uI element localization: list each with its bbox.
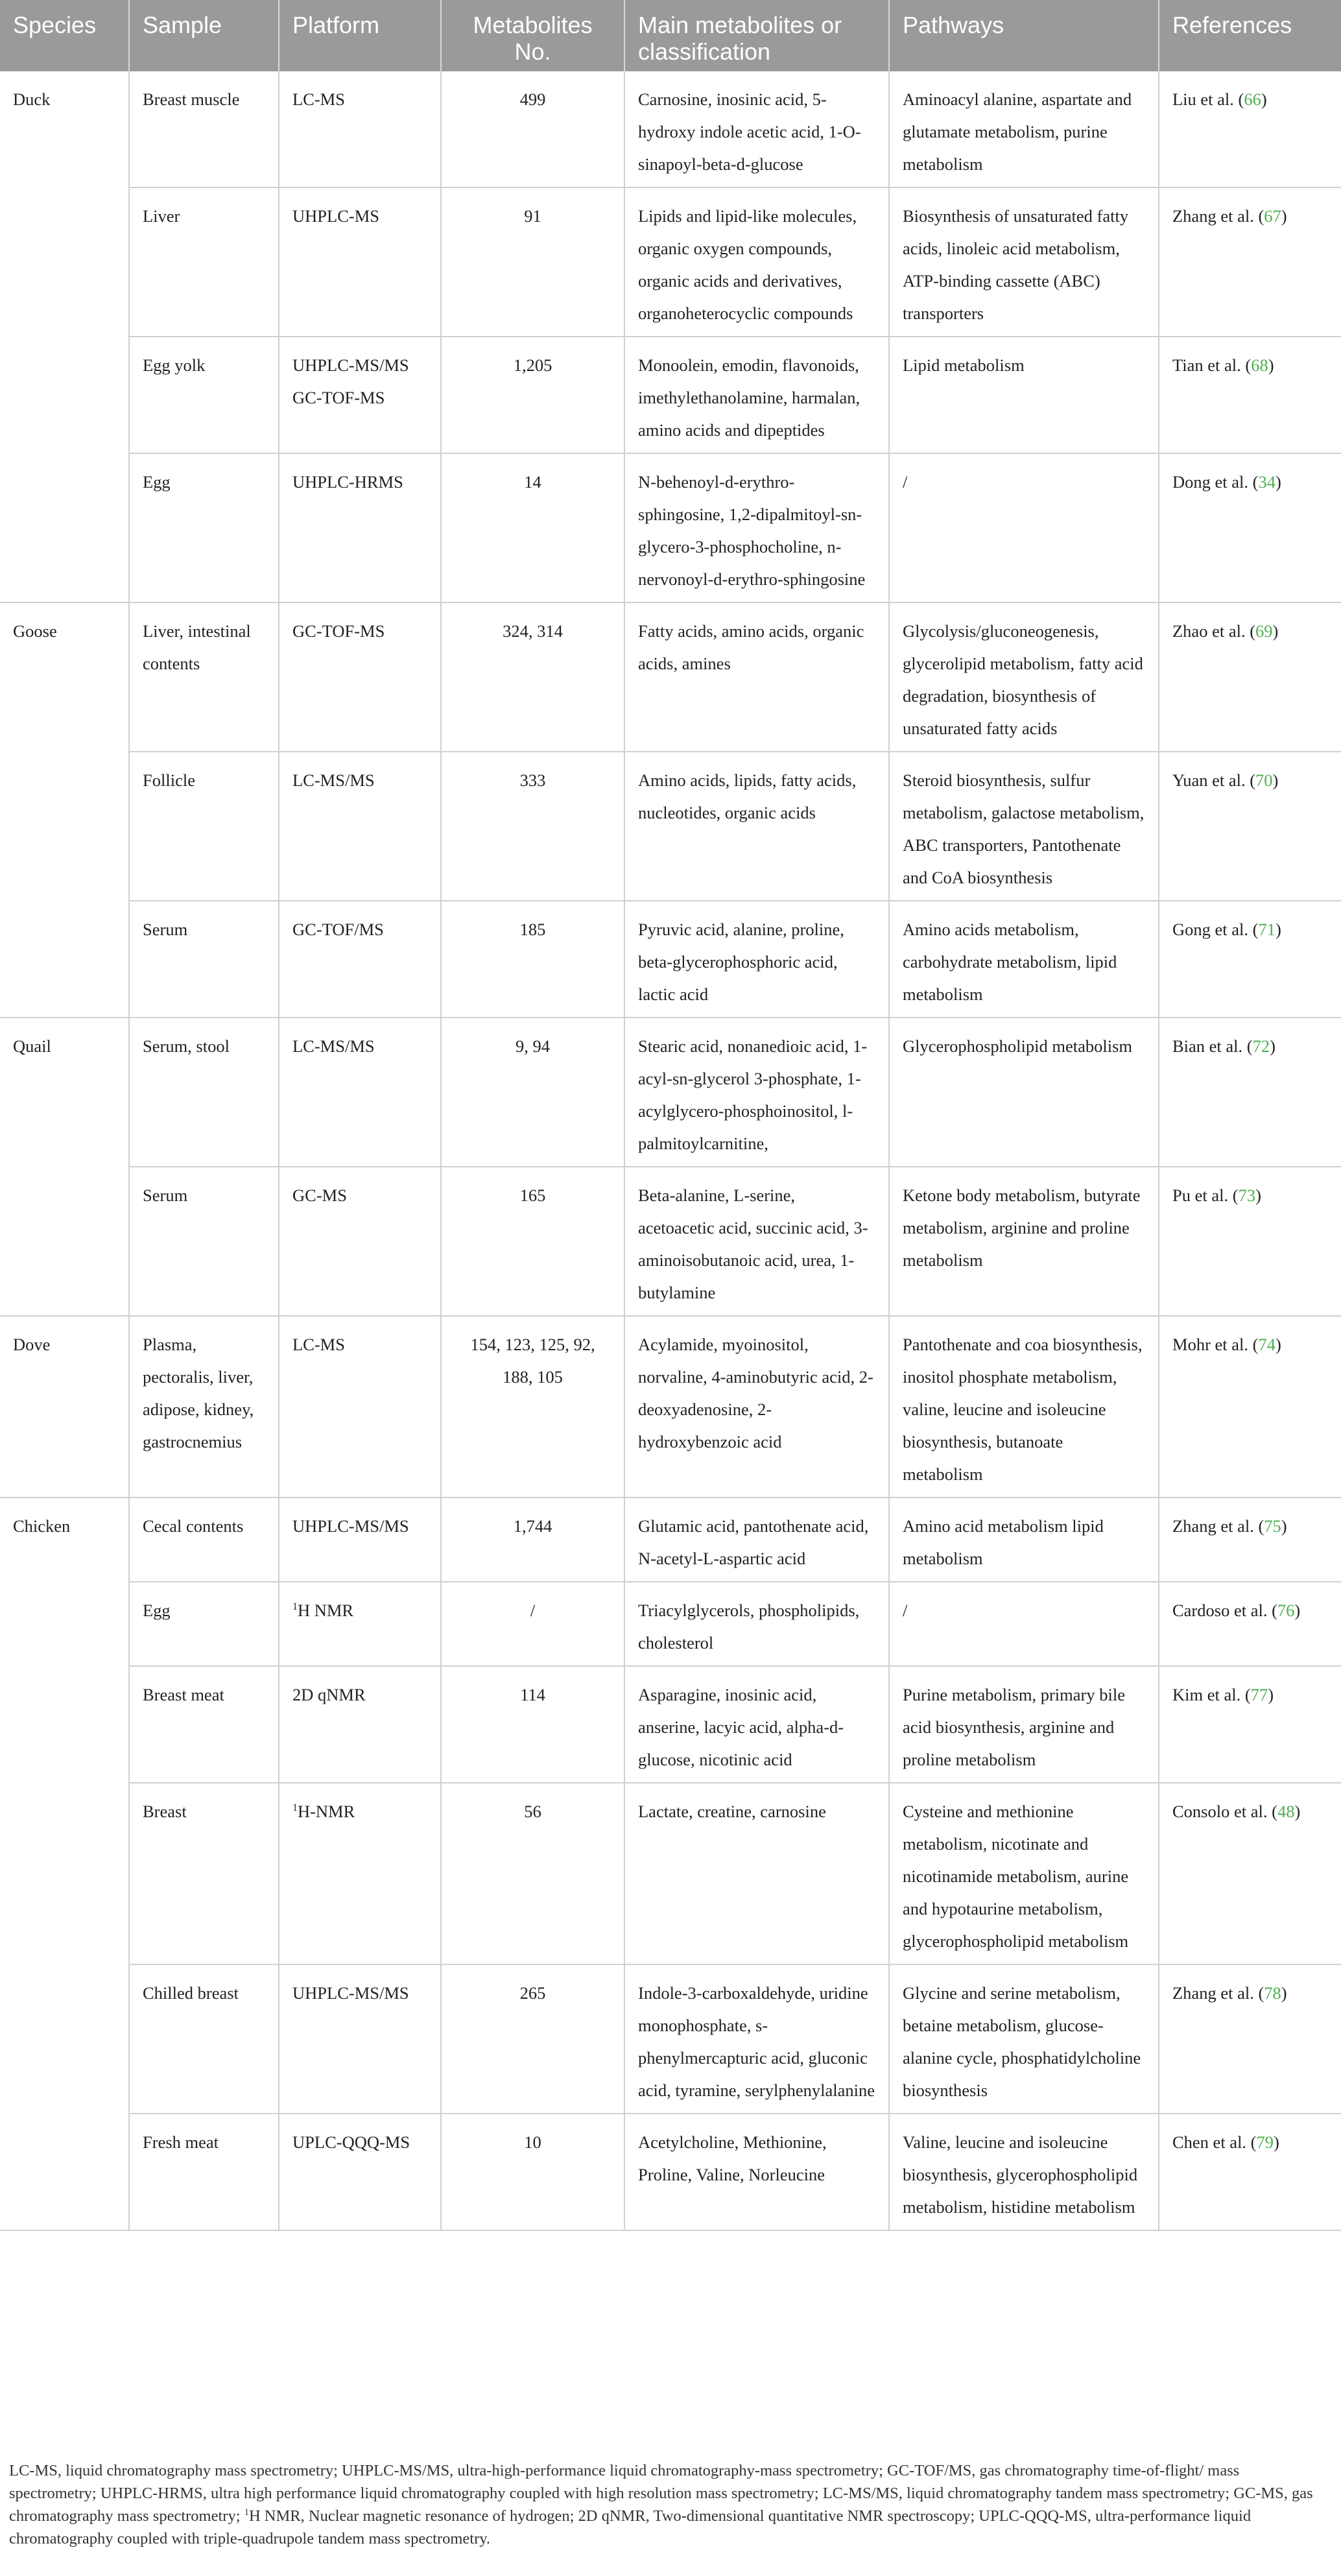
platform-cell bbox=[279, 337, 441, 453]
reference-author: Dong et al. ( bbox=[1172, 472, 1259, 492]
platform-cell bbox=[279, 1497, 441, 1582]
platform-text: GC-TOF/MS bbox=[292, 920, 384, 939]
metabolite-count-cell: 185 bbox=[441, 901, 624, 1018]
metabolite-count-cell: 1,205 bbox=[441, 337, 624, 453]
pathways-cell: Amino acid metabolism lipid metabolism bbox=[889, 1497, 1159, 1582]
platform-cell bbox=[279, 453, 441, 602]
metabolites-cell: Amino acids, lipids, fatty acids, nucleotides, organic acids bbox=[624, 752, 889, 901]
reference-author: Liu et al. ( bbox=[1172, 89, 1244, 109]
reference-cell bbox=[1159, 901, 1341, 1018]
header-platform: Platform bbox=[279, 0, 441, 71]
platform-text: UPLC-QQQ-MS bbox=[292, 2132, 410, 2152]
table-row bbox=[0, 1316, 1341, 1497]
reference-link[interactable]: 72 bbox=[1252, 1036, 1270, 1056]
reference-close-paren: ) bbox=[1281, 1516, 1287, 1536]
reference-link[interactable]: 73 bbox=[1238, 1186, 1256, 1205]
reference-close-paren: ) bbox=[1268, 1685, 1274, 1704]
platform-text: UHPLC-MS bbox=[292, 206, 380, 226]
header-sample: Sample bbox=[129, 0, 279, 71]
table-row bbox=[0, 1666, 1341, 1783]
pathways-cell: Lipid metabolism bbox=[889, 337, 1159, 453]
metabolites-cell: N-behenoyl-d-erythro-sphingosine, 1,2-dipalmitoyl-sn-glycero-3-phosphocholine, n-nervonoyl-d-erythro-sphingosine bbox=[624, 453, 889, 602]
metabolites-cell: Beta-alanine, L-serine, acetoacetic acid, succinic acid, 3-aminoisobutanoic acid, urea, 1-butylamine bbox=[624, 1167, 889, 1316]
metabolite-count-cell: / bbox=[441, 1582, 624, 1666]
pathways-cell: / bbox=[889, 1582, 1159, 1666]
pathways-cell: Pantothenate and coa biosynthesis, inositol phosphate metabolism, valine, leucine and isoleucine biosynthesis, butanoate metabolism bbox=[889, 1316, 1159, 1497]
sample-cell: Chilled breast bbox=[129, 1964, 279, 2114]
reference-author: Mohr et al. ( bbox=[1172, 1335, 1259, 1354]
metabolite-count-cell: 56 bbox=[441, 1783, 624, 1964]
reference-link[interactable]: 34 bbox=[1258, 472, 1276, 492]
footnote-text-start: LC-MS, liquid chromatography mass spectrometry; UHPLC-MS/MS, ultra-high-performance liquid chromatography-mass spectrometry; GC-TOF/MS, gas chromatography time-of-flight/ mass spectrometry; UHPLC-HRMS, ultra high performance liquid chromatography coupled with high resolution mass spectrometry; LC-MS/MS, liquid chromatography tandem mass spectrometry; GC-MS, gas chromatography mass spectrometry; bbox=[9, 2462, 1313, 2525]
reference-close-paren: ) bbox=[1270, 1036, 1276, 1056]
reference-close-paren: ) bbox=[1274, 2132, 1279, 2152]
metabolites-cell: Fatty acids, amino acids, organic acids, amines bbox=[624, 602, 889, 752]
metabolite-count-cell: 333 bbox=[441, 752, 624, 901]
sample-cell: Egg yolk bbox=[129, 337, 279, 453]
reference-author: Consolo et al. ( bbox=[1172, 1802, 1277, 1821]
reference-cell bbox=[1159, 1666, 1341, 1783]
sample-cell: Egg bbox=[129, 453, 279, 602]
metabolite-count-cell: 154, 123, 125, 92, 188, 105 bbox=[441, 1316, 624, 1497]
reference-close-paren: ) bbox=[1275, 1335, 1281, 1354]
table-row bbox=[0, 1964, 1341, 2114]
header-main-metabolites: Main metabolites or classification bbox=[624, 0, 889, 71]
reference-link[interactable]: 78 bbox=[1264, 1983, 1281, 2003]
table-header bbox=[0, 0, 1341, 71]
header-references: References bbox=[1159, 0, 1341, 71]
table-row bbox=[0, 1167, 1341, 1316]
reference-link[interactable]: 77 bbox=[1250, 1685, 1268, 1704]
platform-superscript: 1 bbox=[292, 1601, 298, 1613]
platform-text: LC-MS/MS bbox=[292, 770, 375, 790]
reference-link[interactable]: 67 bbox=[1264, 206, 1281, 226]
metabolites-cell: Lipids and lipid-like molecules, organic oxygen compounds, organic acids and derivatives, organoheterocyclic compounds bbox=[624, 187, 889, 337]
platform-text: GC-TOF-MS bbox=[292, 621, 385, 641]
table-row bbox=[0, 1497, 1341, 1582]
pathways-cell: Valine, leucine and isoleucine biosynthesis, glycerophospholipid metabolism, histidine metabolism bbox=[889, 2114, 1159, 2230]
sample-cell: Plasma, pectoralis, liver, adipose, kidney, gastrocnemius bbox=[129, 1316, 279, 1497]
platform-text: H-NMR bbox=[297, 1802, 355, 1821]
reference-author: Tian et al. ( bbox=[1172, 355, 1252, 375]
table-row bbox=[0, 752, 1341, 901]
reference-close-paren: ) bbox=[1275, 472, 1281, 492]
reference-link[interactable]: 70 bbox=[1255, 770, 1273, 790]
species-cell: Goose bbox=[0, 602, 129, 1018]
sample-cell: Follicle bbox=[129, 752, 279, 901]
sample-cell: Breast meat bbox=[129, 1666, 279, 1783]
metabolites-cell: Stearic acid, nonanedioic acid, 1-acyl-sn-glycerol 3-phosphate, 1-acylglycero-phosphoinositol, l-palmitoylcarnitine, bbox=[624, 1018, 889, 1167]
header-pathways: Pathways bbox=[889, 0, 1159, 71]
platform-text: GC-MS bbox=[292, 1186, 347, 1205]
metabolites-cell: Acylamide, myoinositol, norvaline, 4-aminobutyric acid, 2-deoxyadenosine, 2-hydroxybenzoic acid bbox=[624, 1316, 889, 1497]
header-row bbox=[0, 0, 1341, 71]
sample-cell: Liver, intestinal contents bbox=[129, 602, 279, 752]
platform-cell bbox=[279, 187, 441, 337]
platform-text: UHPLC-HRMS bbox=[292, 472, 403, 492]
reference-cell bbox=[1159, 1316, 1341, 1497]
reference-cell bbox=[1159, 1582, 1341, 1666]
sample-cell: Serum, stool bbox=[129, 1018, 279, 1167]
species-cell: Quail bbox=[0, 1018, 129, 1316]
sample-cell: Egg bbox=[129, 1582, 279, 1666]
reference-close-paren: ) bbox=[1275, 920, 1281, 939]
platform-text: 2D qNMR bbox=[292, 1685, 366, 1704]
metabolites-cell: Lactate, creatine, carnosine bbox=[624, 1783, 889, 1964]
sample-cell: Liver bbox=[129, 187, 279, 337]
metabolite-count-cell: 10 bbox=[441, 2114, 624, 2230]
platform-cell bbox=[279, 1666, 441, 1783]
reference-link[interactable]: 48 bbox=[1277, 1802, 1295, 1821]
table-row bbox=[0, 1018, 1341, 1167]
sample-cell: Serum bbox=[129, 1167, 279, 1316]
reference-link[interactable]: 74 bbox=[1258, 1335, 1276, 1354]
reference-close-paren: ) bbox=[1281, 1983, 1287, 2003]
reference-author: Zhang et al. ( bbox=[1172, 206, 1264, 226]
pathways-cell: Glycerophospholipid metabolism bbox=[889, 1018, 1159, 1167]
table-row bbox=[0, 337, 1341, 453]
reference-link[interactable]: 76 bbox=[1277, 1601, 1295, 1620]
platform-cell bbox=[279, 1582, 441, 1666]
reference-close-paren: ) bbox=[1268, 355, 1274, 375]
metabolites-cell: Glutamic acid, pantothenate acid, N-acetyl-L-aspartic acid bbox=[624, 1497, 889, 1582]
reference-close-paren: ) bbox=[1294, 1802, 1301, 1821]
header-metabolites-no: Metabolites No. bbox=[441, 0, 624, 71]
platform-cell bbox=[279, 71, 441, 187]
platform-text: UHPLC-MS/MS bbox=[292, 1516, 409, 1536]
platform-text: LC-MS bbox=[292, 89, 345, 109]
reference-author: Zhao et al. ( bbox=[1172, 621, 1256, 641]
reference-author: Bian et al. ( bbox=[1172, 1036, 1253, 1056]
pathways-cell: Amino acids metabolism, carbohydrate metabolism, lipid metabolism bbox=[889, 901, 1159, 1018]
pathways-cell: Aminoacyl alanine, aspartate and glutamate metabolism, purine metabolism bbox=[889, 71, 1159, 187]
table-body bbox=[0, 71, 1341, 2230]
reference-cell bbox=[1159, 453, 1341, 602]
metabolites-cell: Pyruvic acid, alanine, proline, beta-glycerophosphoric acid, lactic acid bbox=[624, 901, 889, 1018]
reference-link[interactable]: 75 bbox=[1264, 1516, 1281, 1536]
reference-cell bbox=[1159, 1964, 1341, 2114]
reference-author: Zhang et al. ( bbox=[1172, 1983, 1264, 2003]
reference-author: Kim et al. ( bbox=[1172, 1685, 1251, 1704]
metabolite-count-cell: 499 bbox=[441, 71, 624, 187]
reference-cell bbox=[1159, 187, 1341, 337]
species-cell: Dove bbox=[0, 1316, 129, 1497]
pathways-cell: Biosynthesis of unsaturated fatty acids, linoleic acid metabolism, ATP-binding cassette (ABC) transporters bbox=[889, 187, 1159, 337]
reference-author: Zhang et al. ( bbox=[1172, 1516, 1264, 1536]
platform-text: LC-MS/MS bbox=[292, 1036, 375, 1056]
table-row bbox=[0, 187, 1341, 337]
reference-cell bbox=[1159, 71, 1341, 187]
table-row bbox=[0, 1783, 1341, 1964]
platform-cell bbox=[279, 901, 441, 1018]
header-species: Species bbox=[0, 0, 129, 71]
metabolite-count-cell: 165 bbox=[441, 1167, 624, 1316]
footnote-superscript: 1 bbox=[244, 2507, 249, 2518]
table-footnote bbox=[0, 2459, 1323, 2550]
platform-superscript: 1 bbox=[292, 1802, 298, 1814]
metabolite-count-cell: 114 bbox=[441, 1666, 624, 1783]
reference-link[interactable]: 68 bbox=[1251, 355, 1268, 375]
table-row bbox=[0, 71, 1341, 187]
platform-cell bbox=[279, 1167, 441, 1316]
metabolite-count-cell: 265 bbox=[441, 1964, 624, 2114]
metabolites-cell: Triacylglycerols, phospholipids, cholesterol bbox=[624, 1582, 889, 1666]
reference-link[interactable]: 71 bbox=[1258, 920, 1276, 939]
pathways-cell: / bbox=[889, 453, 1159, 602]
reference-cell bbox=[1159, 337, 1341, 453]
table-row bbox=[0, 1582, 1341, 1666]
platform-cell bbox=[279, 752, 441, 901]
pathways-cell: Glycolysis/gluconeogenesis, glycerolipid metabolism, fatty acid degradation, biosynthesis of unsaturated fatty acids bbox=[889, 602, 1159, 752]
metabolite-count-cell: 1,744 bbox=[441, 1497, 624, 1582]
platform-cell bbox=[279, 1316, 441, 1497]
platform-cell bbox=[279, 1964, 441, 2114]
pathways-cell: Ketone body metabolism, butyrate metabolism, arginine and proline metabolism bbox=[889, 1167, 1159, 1316]
reference-close-paren: ) bbox=[1281, 206, 1287, 226]
platform-cell bbox=[279, 2114, 441, 2230]
species-cell: Duck bbox=[0, 71, 129, 602]
reference-author: Chen et al. ( bbox=[1172, 2132, 1257, 2152]
table-row bbox=[0, 602, 1341, 752]
sample-cell: Serum bbox=[129, 901, 279, 1018]
metabolites-cell: Indole-3-carboxaldehyde, uridine monophosphate, s-phenylmercapturic acid, gluconic acid, tyramine, serylphenylalanine bbox=[624, 1964, 889, 2114]
sample-cell: Cecal contents bbox=[129, 1497, 279, 1582]
pathways-cell: Glycine and serine metabolism, betaine metabolism, glucose-alanine cycle, phosphatidylcholine biosynthesis bbox=[889, 1964, 1159, 2114]
reference-link[interactable]: 69 bbox=[1255, 621, 1273, 641]
reference-close-paren: ) bbox=[1294, 1601, 1301, 1620]
metabolite-count-cell: 14 bbox=[441, 453, 624, 602]
pathways-cell: Purine metabolism, primary bile acid biosynthesis, arginine and proline metabolism bbox=[889, 1666, 1159, 1783]
reference-cell bbox=[1159, 1167, 1341, 1316]
platform-text: UHPLC-MS/MS GC-TOF-MS bbox=[292, 355, 409, 407]
platform-cell bbox=[279, 1018, 441, 1167]
reference-link[interactable]: 66 bbox=[1244, 89, 1261, 109]
metabolite-count-cell: 324, 314 bbox=[441, 602, 624, 752]
reference-close-paren: ) bbox=[1272, 621, 1279, 641]
reference-cell bbox=[1159, 1018, 1341, 1167]
reference-cell bbox=[1159, 1783, 1341, 1964]
reference-cell bbox=[1159, 602, 1341, 752]
reference-close-paren: ) bbox=[1261, 89, 1267, 109]
metabolite-count-cell: 9, 94 bbox=[441, 1018, 624, 1167]
sample-cell: Breast bbox=[129, 1783, 279, 1964]
reference-close-paren: ) bbox=[1255, 1186, 1261, 1205]
pathways-cell: Steroid biosynthesis, sulfur metabolism, galactose metabolism, ABC transporters, Pantothenate and CoA biosynthesis bbox=[889, 752, 1159, 901]
table-row bbox=[0, 2114, 1341, 2230]
reference-author: Gong et al. ( bbox=[1172, 920, 1259, 939]
metabolites-cell: Monoolein, emodin, flavonoids, imethylethanolamine, harmalan, amino acids and dipeptides bbox=[624, 337, 889, 453]
platform-text: H NMR bbox=[297, 1601, 354, 1620]
platform-text: UHPLC-MS/MS bbox=[292, 1983, 409, 2003]
reference-author: Yuan et al. ( bbox=[1172, 770, 1256, 790]
sample-cell: Fresh meat bbox=[129, 2114, 279, 2230]
metabolite-count-cell: 91 bbox=[441, 187, 624, 337]
reference-cell bbox=[1159, 1497, 1341, 1582]
pathways-cell: Cysteine and methionine metabolism, nicotinate and nicotinamide metabolism, aurine and hypotaurine metabolism, glycerophospholipid metabolism bbox=[889, 1783, 1159, 1964]
metabolites-cell: Carnosine, inosinic acid, 5-hydroxy indole acetic acid, 1-O-sinapoyl-beta-d-glucose bbox=[624, 71, 889, 187]
table-row bbox=[0, 453, 1341, 602]
footnote-text-end: H NMR, Nuclear magnetic resonance of hydrogen; 2D qNMR, Two-dimensional quantitative NMR spectroscopy; UPLC-QQQ-MS, ultra-performance liquid chromatography coupled with triple-quadrupole tandem mass spectrometry. bbox=[9, 2507, 1252, 2547]
platform-text: LC-MS bbox=[292, 1335, 345, 1354]
reference-author: Pu et al. ( bbox=[1172, 1186, 1239, 1205]
reference-cell bbox=[1159, 752, 1341, 901]
reference-close-paren: ) bbox=[1272, 770, 1279, 790]
platform-cell bbox=[279, 602, 441, 752]
reference-cell bbox=[1159, 2114, 1341, 2230]
species-cell: Chicken bbox=[0, 1497, 129, 2230]
sample-cell: Breast muscle bbox=[129, 71, 279, 187]
reference-author: Cardoso et al. ( bbox=[1172, 1601, 1277, 1620]
reference-link[interactable]: 79 bbox=[1256, 2132, 1274, 2152]
table-row bbox=[0, 901, 1341, 1018]
metabolites-cell: Asparagine, inosinic acid, anserine, lacyic acid, alpha-d-glucose, nicotinic acid bbox=[624, 1666, 889, 1783]
metabolites-cell: Acetylcholine, Methionine, Proline, Valine, Norleucine bbox=[624, 2114, 889, 2230]
platform-cell bbox=[279, 1783, 441, 1964]
